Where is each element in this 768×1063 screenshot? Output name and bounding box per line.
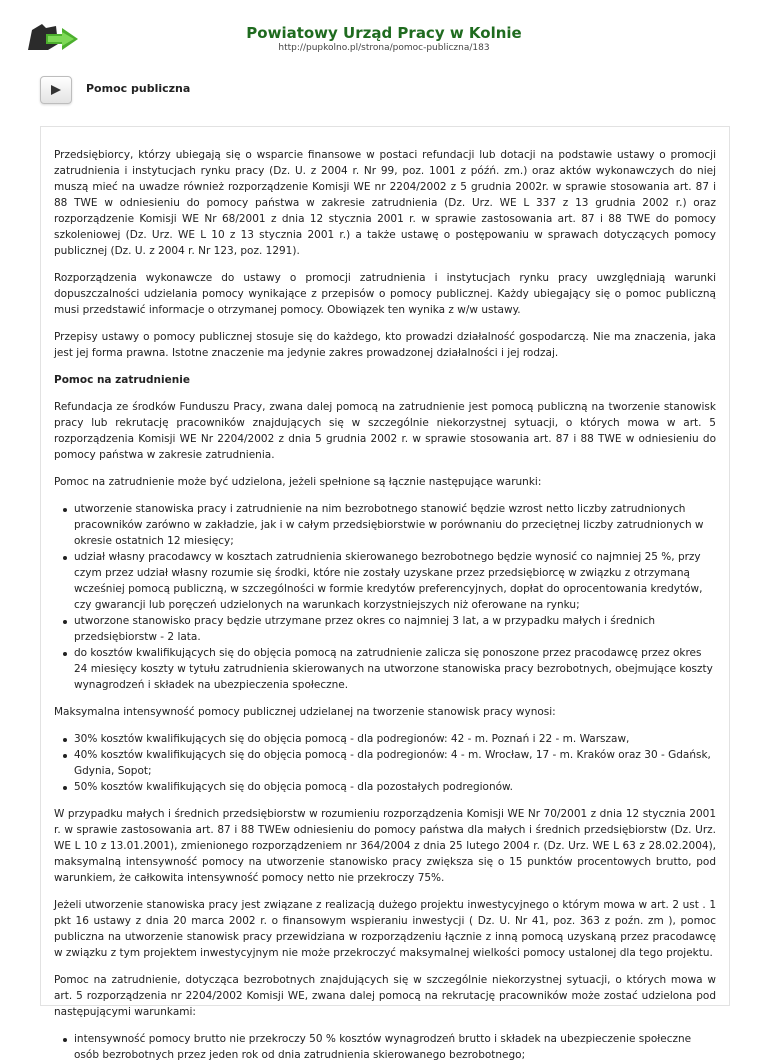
recruitment-conditions-list [54,1031,716,1063]
paragraph: Pomoc na zatrudnienie może być udzielona, jeżeli spełnione są łącznie następujące warunki: [54,476,542,488]
conditions-list [54,501,716,693]
paragraph: Przedsiębiorcy, którzy ubiegają się o wsparcie finansowe w postaci refundacji lub dotacji na podstawie ustawy o promocji zatrudnienia i instytucjach rynku pracy (Dz. U. z 2004 r. Nr 99, poz. 1001 z późń. zm.) oraz aktów wykonawczych do niej muszą mieć na uwadze również rozporządzenie Komisji WE nr 2204/2002 z 5 grudnia 2002r. w sprawie stosowania art. 87 i 88 TWE w odniesieniu do pomocy państwa w zakresie zatrudnienia (Dz. Urz. WE L 337 z 13 grudnia 2002 r.) oraz rozporządzenie Komisji WE Nr 68/2001 z dnia 12 stycznia 2001 r. w sprawie zastosowania art. 87 i 88 TWE do pomocy szkoleniowej (Dz. Urz. WE L 10 z 13 stycznia 2001 r.) a także ustawę o postępowaniu w sprawach dotyczących pomocy publicznej (Dz. U. z 2004 r. Nr 123, poz. 1291). [54,149,716,257]
section-bar [40,74,730,104]
intensity-list [54,731,716,795]
list-item: utworzone stanowisko pracy będzie utrzymane przez okres co najmniej 3 lat, a w przypadku małych i średnich przedsiębiorstw - 2 lata. [63,613,716,645]
section-title: Pomoc publiczna [86,82,191,95]
paragraph: W przypadku małych i średnich przedsiębiorstw w rozumieniu rozporządzenia Komisji WE Nr 70/2001 z dnia 12 stycznia 2001 r. w sprawie zastosowania art. 87 i 88 TWEw odniesieniu do pomocy państwa dla małych i średnich przedsiębiorstw (Dz. Urz. WE L 10 z 13.01.2001), zmienionego rozporządzeniem nr 364/2004 z dnia 25 lutego 2004 r. (Dz. Urz. WE L 63 z 28.02.2004), maksymalną intensywność pomocy na utworzenie stanowisko pracy zwiększa się o 15 punktów procentowych brutto, pod warunkiem, że całkowita intensywność pomocy netto nie przekroczy 75%. [54,808,716,884]
list-item: do kosztów kwalifikujących się do objęcia pomocą na zatrudnienie zalicza się ponoszone przez pracodawcę przez okres 24 miesięcy koszty w tytułu zatrudnienia skierowanych na utworzone stanowiska pracy bezrobotnych, obejmujące koszty wynagrodzeń i składek na ubezpieczenia społeczne. [63,645,716,693]
section-toggle-button[interactable] [40,76,72,104]
page-url[interactable]: http://pupkolno.pl/strona/pomoc-publiczna/183 [278,43,490,53]
list-item: udział własny pracodawcy w kosztach zatrudnienia skierowanego bezrobotnego będzie wynosić co najmniej 25 %, przy czym przez udział własny rozumie się środki, które nie zostały uzyskane przez przedsiębiorcę w związku z otrzymaną wcześniej pomocą publiczną, w szczególności w formie kredytów preferencyjnych, dopłat do oprocentowania kredytów, czy gwarancji lub poręczeń udzielonych na warunkach korzystniejszych niż oferowane na rynku; [63,549,716,613]
article-content [40,126,730,1061]
site-title: Powiatowy Urząd Pracy w Kolnie [246,24,522,42]
paragraph: Refundacja ze środków Funduszu Pracy, zwana dalej pomocą na zatrudnienie jest pomocą publiczną na tworzenie stanowisk pracy lub rekrutację pracowników znajdujących się w szczególnie niekorzystnej sytuacji, o których mowa w art. 5 rozporządzenia Komisji WE Nr 2204/2002 z dnia 5 grudnia 2002 r. w sprawie stosowania art. 87 i 88 TWE w odniesieniu do pomocy państwa w zakresie zatrudnienia. [54,401,716,461]
paragraph: Rozporządzenia wykonawcze do ustawy o promocji zatrudnienia i instytucjach rynku pracy uwzględniają warunki dopuszczalności udzielania pomocy wynikające z przepisów o pomocy publicznej. Każdy ubiegający się o pomoc publiczną musi przedstawić informacje o otrzymanej pomocy. Obowiązek ten wynika z w/w ustawy. [54,272,716,316]
list-item: 40% kosztów kwalifikujących się do objęcia pomocą - dla podregionów: 4 - m. Wrocław, 17 - m. Kraków oraz 30 - Gdańsk, Gdynia, Sopot; [63,747,716,779]
paragraph: Jeżeli utworzenie stanowiska pracy jest związane z realizacją dużego projektu inwestycyjnego o którym mowa w art. 2 ust . 1 pkt 16 ustawy z dnia 20 marca 2002 r. o finansowym wspieraniu inwestycji ( Dz. U. Nr 41, poz. 363 z poźn. zm ), pomoc publiczna na utworzenie stanowisk pracy przewidziana w rozporządzeniu łącznie z inną pomocą uzyskaną przez pracodawcę w związku z tym projektem inwestycyjnym nie może przekroczyć maksymalnej wielkości pomocy ustalonej dla tego projektu. [54,899,716,959]
list-item: intensywność pomocy brutto nie przekroczy 50 % kosztów wynagrodzeń brutto i składek na ubezpieczenie społeczne osób bezrobotnych przez jeden rok od dnia zatrudnienia skierowanego bezrobotnego; [63,1031,716,1063]
play-arrow-icon [50,84,62,96]
list-item: 30% kosztów kwalifikujących się do objęcia pomocą - dla podregionów: 42 - m. Poznań i 22 - m. Warszaw, [63,731,716,747]
page-header [0,0,768,62]
list-item: 50% kosztów kwalifikujących się do objęcia pomocą - dla pozostałych podregionów. [63,779,716,795]
paragraph: Przepisy ustawy o pomocy publicznej stosuje się do każdego, kto prowadzi działalność gospodarczą. Nie ma znaczenia, jaka jest jej forma prawna. Istotne znaczenie ma jedynie zakres prowadzonej działalności i jej rodzaj. [54,331,716,359]
section-heading: Pomoc na zatrudnienie [54,374,190,386]
paragraph: Pomoc na zatrudnienie, dotycząca bezrobotnych znajdujących się w szczególnie niekorzystnej sytuacji, o których mowa w art. 5 rozporządzenia nr 2204/2002 Komisji WE, zwana dalej pomocą na rekrutację pracowników może zostać udzielona pod następującymi warunkami: [54,974,716,1018]
list-item: utworzenie stanowiska pracy i zatrudnienie na nim bezrobotnego stanowić będzie wzrost netto liczby zatrudnionych pracowników zarówno w zakładzie, jak i w całym przedsiębiorstwie w porównaniu do przeciętnej liczby zatrudnionych w okresie ostatnich 12 miesięcy; [63,501,716,549]
paragraph: Maksymalna intensywność pomocy publicznej udzielanej na tworzenie stanowisk pracy wynosi: [54,706,556,718]
